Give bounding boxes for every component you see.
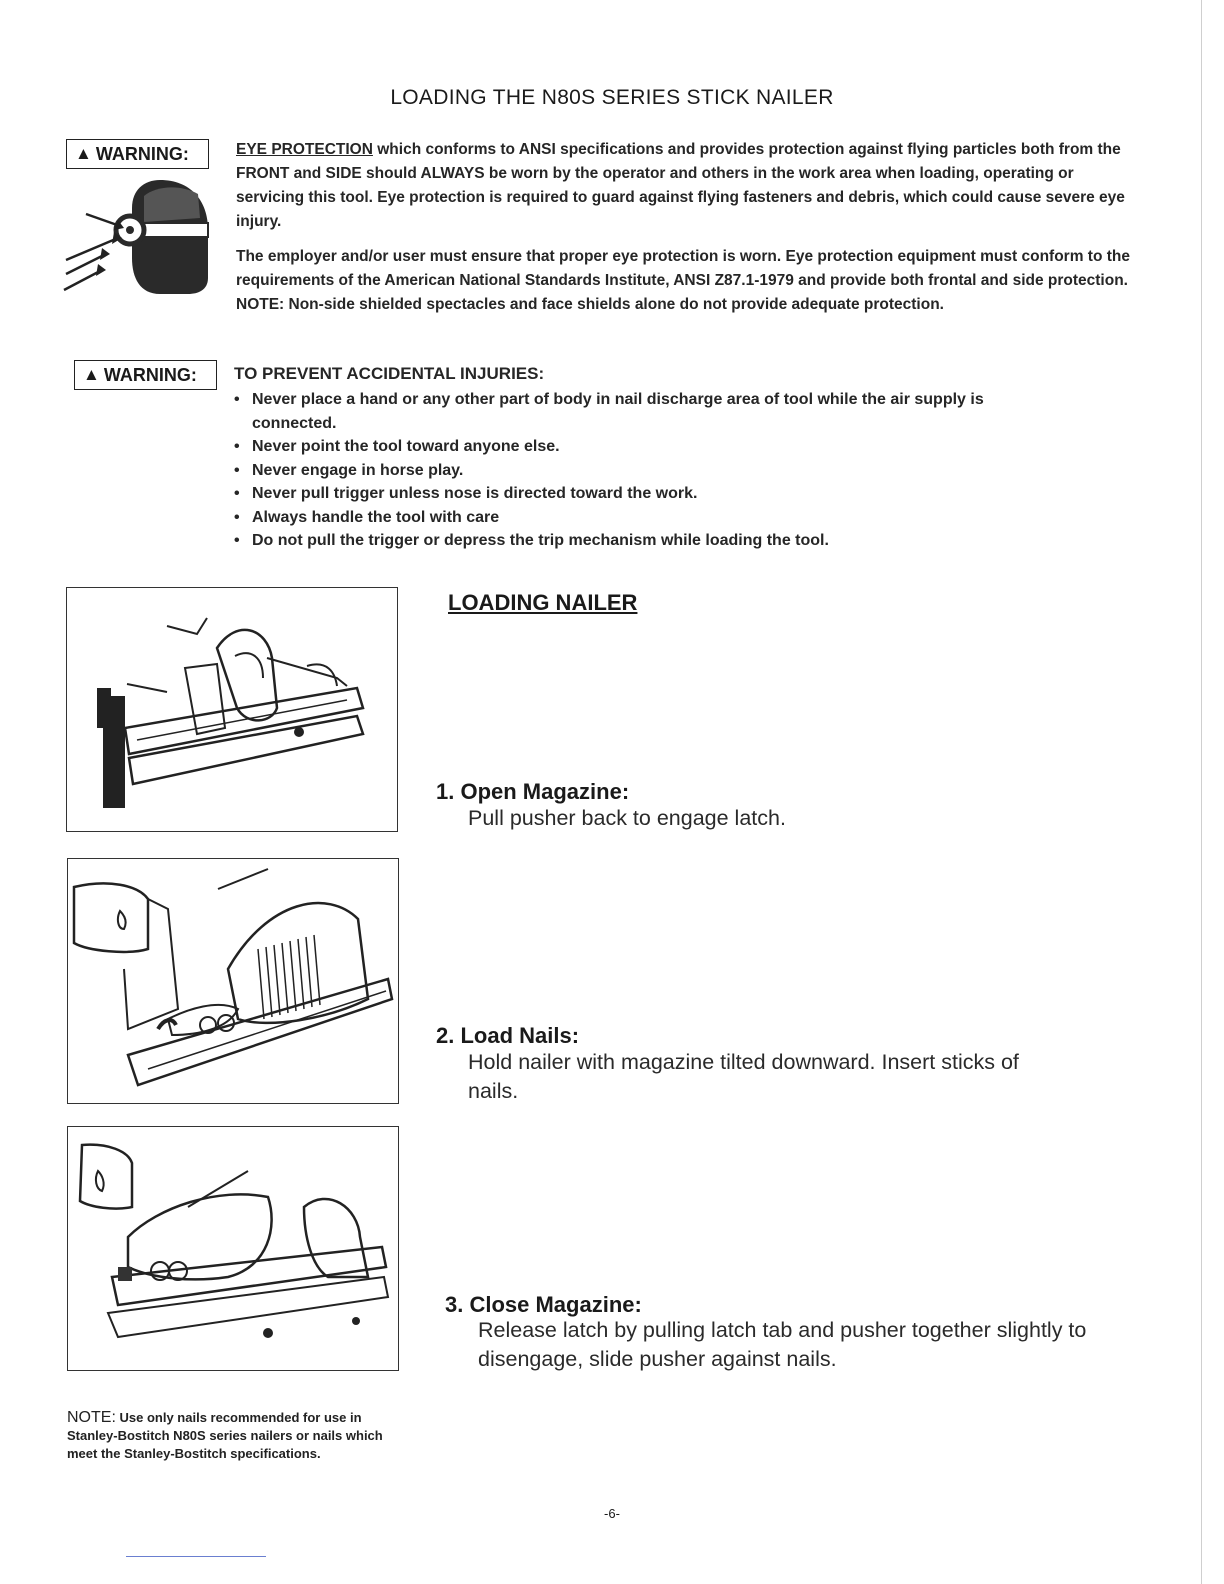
page-title: LOADING THE N80S SERIES STICK NAILER (390, 86, 834, 109)
page-number: -6- (604, 1506, 620, 1521)
step-2-text: Hold nailer with magazine tilted downward. Insert sticks of nails. (468, 1050, 1019, 1103)
step-3-text: Release latch by pulling latch tab and pusher together slightly to disengage, slide pusher against nails. (478, 1318, 1087, 1371)
eye-protection-icon (60, 178, 210, 296)
eye-protection-paragraph (236, 138, 1130, 234)
figure-load-nails (67, 858, 399, 1104)
warning-triangle-icon: ▲ (75, 144, 92, 163)
step-3-title: 3. Close Magazine: (445, 1292, 642, 1317)
injuries-list (232, 388, 1072, 553)
step-1-text: Pull pusher back to engage latch. (468, 806, 786, 830)
list-item: • Always handle the tool with care (232, 506, 1072, 530)
list-item: • Never engage in horse play. (232, 459, 1072, 483)
warning-triangle-icon: ▲ (83, 365, 100, 384)
warning-label-injuries (74, 360, 217, 390)
step-1-title: 1. Open Magazine: (436, 779, 630, 804)
employer-paragraph: The employer and/or user must ensure that proper eye protection is worn. Eye protection equipment must conform to the requirements of the American National Standards Institute, ANSI Z87.1-1979 and provide both frontal and side protection. NOTE: Non-side shielded spectacles and face shields alone do not provide adequate protection. (236, 248, 1130, 313)
warning-label-eye (66, 139, 209, 169)
note-label: NOTE: (67, 1409, 116, 1426)
warning-label-text: WARNING: (103, 364, 197, 385)
loading-nailer-heading: LOADING NAILER (448, 590, 638, 615)
eye-protection-text: which conforms to ANSI specifications and provides protection against flying particles both from the FRONT and SIDE should ALWAYS be worn by the operator and others in the work area when loading, operating or servicing this tool. Eye protection is required to guard against flying fasteners and debris, which could cause severe eye injury. (236, 141, 1125, 230)
list-item: • Never point the tool toward anyone else. (232, 435, 1072, 459)
list-item: • Do not pull the trigger or depress the trip mechanism while loading the tool. (232, 529, 1072, 553)
list-item: • Never pull trigger unless nose is directed toward the work. (232, 482, 1072, 506)
eye-protection-lead: EYE PROTECTION (236, 141, 373, 158)
step-2-title: 2. Load Nails: (436, 1023, 580, 1048)
footer-rule (126, 1556, 266, 1557)
injuries-heading: TO PREVENT ACCIDENTAL INJURIES: (234, 364, 545, 383)
page-edge-line (1201, 0, 1202, 1584)
figure-close-magazine (67, 1126, 399, 1371)
note-text: Use only nails recommended for use in Stanley-Bostitch N80S series nailers or nails which meet the Stanley-Bostitch specifications. (67, 1410, 383, 1461)
list-item: • Never place a hand or any other part of body in nail discharge area of tool while the air supply is connected. (232, 388, 1072, 435)
nails-note (67, 1409, 385, 1463)
warning-label-text: WARNING: (95, 143, 189, 164)
figure-open-magazine (66, 587, 398, 832)
